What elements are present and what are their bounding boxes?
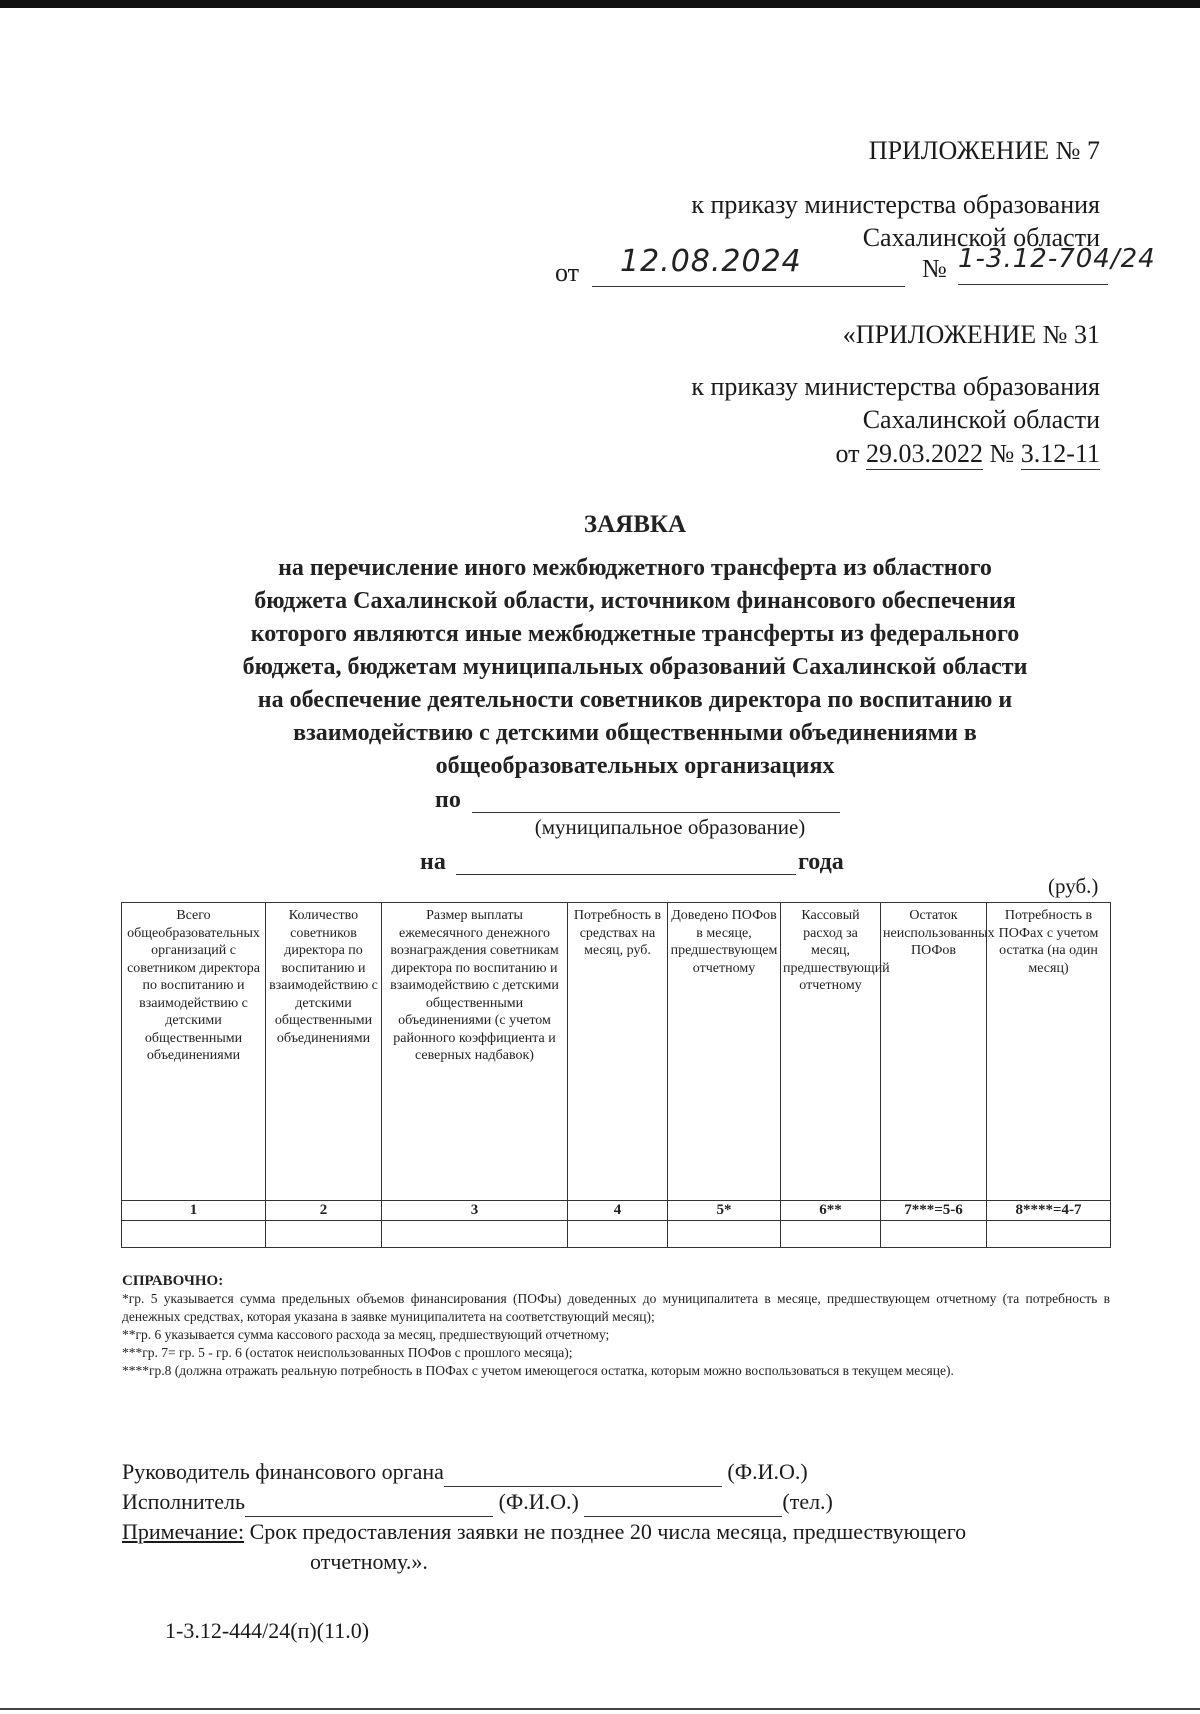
table-number-row [122, 1201, 1111, 1221]
currency-label: (руб.) [1048, 874, 1099, 898]
appendix31-line1: к приказу министерства образования [691, 372, 1100, 401]
head-fio: (Ф.И.О.) [727, 1459, 808, 1484]
reference-title: СПРАВОЧНО: [122, 1273, 224, 1289]
na-label: на [420, 849, 446, 875]
table-header-cell: Размер выплаты ежемесячного денежного вознаграждения советникам директора по воспитанию и взаимодействию с детскими общественными объединениями (с учетом районного коэффициента и северных надбавок) [382, 903, 568, 1201]
application-title-line: бюджета, бюджетам муниципальных образований Сахалинской области [242, 654, 1028, 680]
period-field [456, 848, 796, 875]
executor-phone-blank [584, 1494, 782, 1517]
executor-signature-blank [245, 1494, 493, 1517]
head-signature-line [122, 1457, 1112, 1487]
application-title-line: которого являются иные межбюджетные трансферты из федерального [250, 621, 1020, 647]
table-column-number: 2 [266, 1201, 382, 1221]
appendix31-date: 29.03.2022 [865, 439, 983, 468]
table-header-row [122, 903, 1111, 1201]
appendix31-num-label: № [989, 439, 1015, 468]
table-header-cell: Всего общеобразовательных организаций с советником директора по воспитанию и взаимодействию с детскими общественными объединениями [122, 903, 266, 1201]
po-label: по [435, 787, 461, 813]
table-column-number: 1 [122, 1201, 266, 1221]
table-cell [881, 1221, 987, 1248]
application-title-block [160, 552, 1110, 783]
table-column-number: 3 [382, 1201, 568, 1221]
appendix7-num-line [958, 244, 1156, 285]
appendix7-num-handwritten: 1-3.12-704/24 [958, 244, 1156, 274]
scan-bottom-edge [0, 1708, 1200, 1710]
table-header-cell: Остаток неиспользованных ПОФов [881, 903, 987, 1201]
table-column-number: 7***=5-6 [881, 1201, 987, 1221]
application-title-line: на перечисление иного межбюджетного трансферта из областного [278, 555, 992, 581]
note-line [122, 1517, 1112, 1547]
reference-note: ***гр. 7= гр. 5 - гр. 6 (остаток неиспользованных ПОФов с прошлого месяца); [122, 1345, 573, 1360]
appendix31-title: «ПРИЛОЖЕНИЕ № 31 [842, 320, 1100, 349]
executor-tel: (тел.) [782, 1489, 833, 1514]
head-label: Руководитель финансового органа [122, 1459, 444, 1484]
application-title-line: на обеспечение деятельности советников директора по воспитанию и [257, 687, 1013, 713]
appendix7-title: ПРИЛОЖЕНИЕ № 7 [868, 136, 1100, 165]
reference-note: **гр. 6 указывается сумма кассового расхода за месяц, предшествующий отчетному; [122, 1327, 610, 1342]
municipality-field [472, 786, 840, 813]
appendix7-num-label: № [922, 254, 947, 283]
table-cell [568, 1221, 668, 1248]
executor-label: Исполнитель [122, 1489, 246, 1514]
table-header-cell: Количество советников директора по воспитанию и взаимодействию с детскими общественными объединениями [266, 903, 382, 1201]
table-header-cell: Доведено ПОФов в месяце, предшествующем отчетному [668, 903, 781, 1201]
appendix7-line2: Сахалинской области [862, 223, 1100, 252]
municipality-caption: (муниципальное образование) [534, 815, 806, 839]
appendix7-date-handwritten: 12.08.2024 [620, 244, 802, 279]
reference-note: *гр. 5 указывается сумма предельных объемов финансирования (ПОФы) доведенных до муниципалитета в месяце, предшествующем отчетному (та потребность в денежных средствах, которая указана в заявке муниципалитета на соответствующий месяц); [122, 1291, 1110, 1324]
executor-signature-line [122, 1487, 1112, 1517]
table-column-number: 6** [781, 1201, 881, 1221]
note-text: Срок предоставления заявки не позднее 20 числа месяца, предшествующего [249, 1519, 967, 1544]
application-heading: ЗАЯВКА [583, 511, 687, 538]
appendix31-num: 3.12-11 [1020, 439, 1100, 468]
table-row [122, 1221, 1111, 1248]
table-column-number: 5* [668, 1201, 781, 1221]
table-header-cell: Потребность в ПОФах с учетом остатка (на один месяц) [987, 903, 1111, 1201]
appendix7-line1: к приказу министерства образования [691, 190, 1100, 219]
table-column-number: 4 [568, 1201, 668, 1221]
application-title-line: взаимодействию с детскими общественными объединениями в [293, 720, 977, 746]
reference-note: ****гр.8 (должна отражать реальную потребность в ПОФах с учетом имеющегося остатка, которым можно воспользоваться в текущем месяце). [122, 1363, 954, 1378]
table-cell [668, 1221, 781, 1248]
appendix31-line2: Сахалинской области [862, 405, 1100, 434]
appendix7-from-label: от [555, 258, 580, 287]
application-title-line: бюджета Сахалинской области, источником финансового обеспечения [254, 588, 1016, 614]
table-cell [382, 1221, 568, 1248]
table-column-number: 8****=4-7 [987, 1201, 1111, 1221]
note-label: Примечание: [122, 1519, 245, 1544]
executor-fio: (Ф.И.О.) [498, 1489, 579, 1514]
table-header-cell: Кассовый расход за месяц, предшествующий отчетному [781, 903, 881, 1201]
application-table [121, 902, 1111, 1248]
document-code: 1-3.12-444/24(п)(11.0) [165, 1618, 370, 1643]
table-cell [122, 1221, 266, 1248]
table-cell [987, 1221, 1111, 1248]
year-label: года [798, 849, 844, 875]
table-cell [266, 1221, 382, 1248]
table-cell [781, 1221, 881, 1248]
table-header-cell: Потребность в средствах на месяц, руб. [568, 903, 668, 1201]
head-signature-blank [444, 1464, 722, 1487]
scan-top-edge [0, 0, 1200, 8]
appendix31-line3 [600, 439, 1100, 470]
application-title-line: общеобразовательных организациях [435, 753, 835, 779]
appendix7-date-line [592, 244, 905, 287]
appendix31-from-label: от [835, 439, 860, 468]
reference-block [122, 1272, 1110, 1380]
note-text-continued: отчетному.». [310, 1549, 428, 1574]
